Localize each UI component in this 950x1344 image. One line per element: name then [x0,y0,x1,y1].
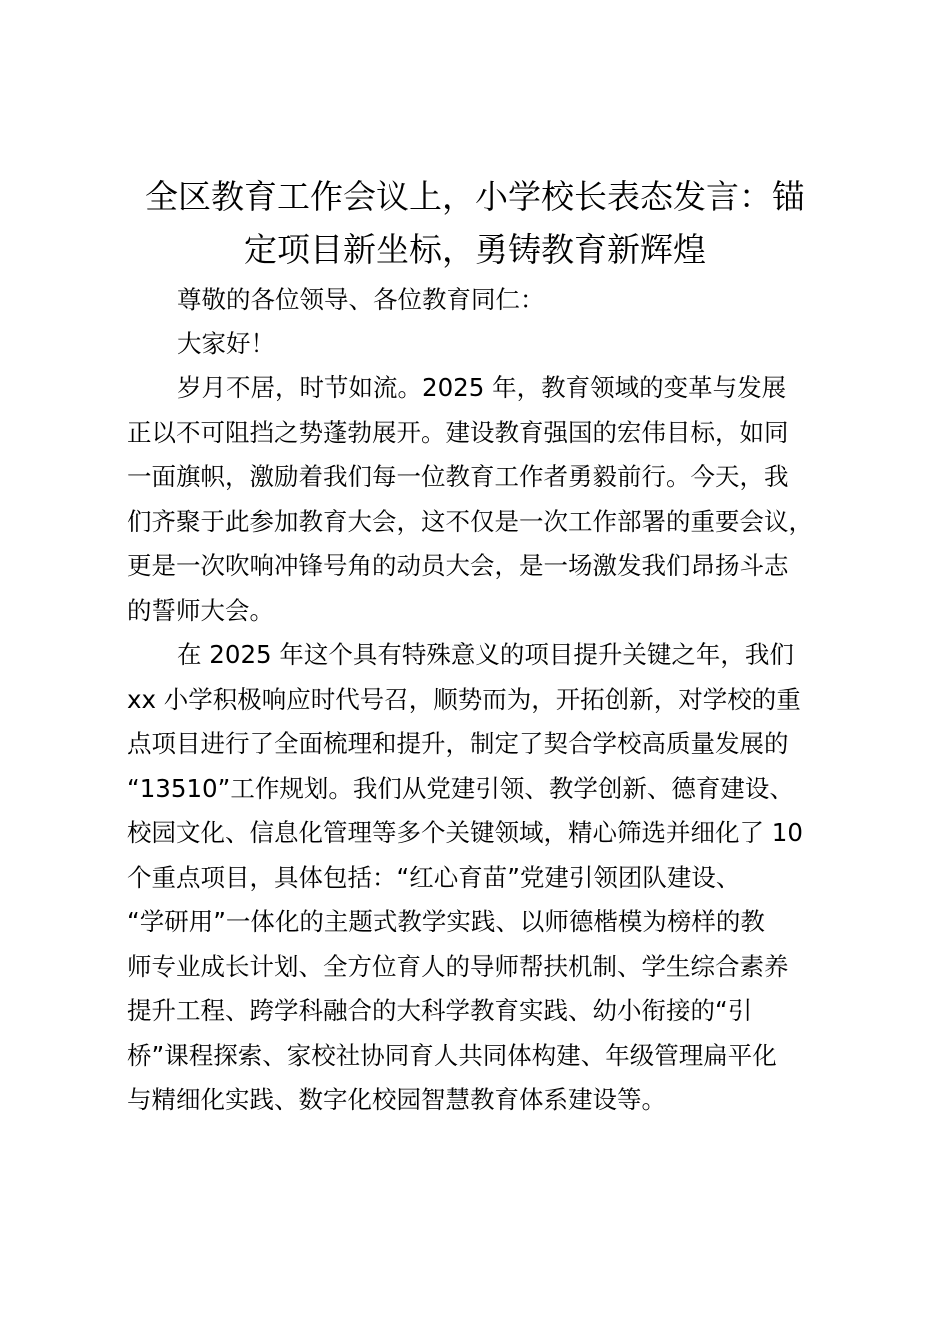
greeting-block [127,322,847,367]
document-title [118,170,832,276]
paragraph-1-line: 的誓师大会。 [127,595,274,625]
paragraph-2-line: 个重点项目，具体包括：“红心育苗”党建引领团队建设、 [127,862,741,892]
paragraph-2-line: 桥”课程探索、家校社协同育人共同体构建、年级管理扁平化 [127,1040,777,1070]
title-line-2: 定项目新坐标，勇铸教育新辉煌 [244,230,706,269]
paragraph-2-line: 提升工程、跨学科融合的大科学教育实践、幼小衔接的“引 [127,996,753,1025]
salutation-block [127,278,847,323]
paragraph-1-line: 正以不可阻挡之势蓬勃展开。建设教育强国的宏伟目标，如同 [127,417,789,447]
paragraph-1-line: 岁月不居，时节如流。2025 年，教育领域的变革与发展 [177,373,787,402]
paragraph-1-line: 们齐聚于此参加教育大会，这不仅是一次工作部署的重要会议， [127,506,813,536]
salutation: 尊敬的各位领导、各位教育同仁： [177,285,545,314]
title-line-1: 全区教育工作会议上，小学校长表态发言：锚 [145,177,805,216]
paragraph-2-line: 校园文化、信息化管理等多个关键领域，精心筛选并细化了 10 [127,818,803,847]
paragraph-2-line: “13510”工作规划。我们从党建引领、教学创新、德育建设、 [127,773,794,803]
paragraph-2-line: “学研用”一体化的主题式教学实践、以师德楷模为榜样的教 [127,907,765,936]
paragraph-2-line: xx 小学积极响应时代号召，顺势而为，开拓创新，对学校的重 [127,684,801,714]
greeting: 大家好！ [177,329,275,358]
paragraph-2 [127,633,847,1123]
paragraph-2-line: 点项目进行了全面梳理和提升，制定了契合学校高质量发展的 [127,729,789,758]
paragraph-1 [127,366,847,633]
paragraph-2-line: 在 2025 年这个具有特殊意义的项目提升关键之年，我们 [177,640,794,669]
paragraph-2-line: 与精细化实践、数字化校园智慧教育体系建设等。 [127,1085,666,1114]
paragraph-1-line: 更是一次吹响冲锋号角的动员大会，是一场激发我们昂扬斗志 [127,551,789,580]
paragraph-1-line: 一面旗帜，激励着我们每一位教育工作者勇毅前行。今天，我 [127,462,789,491]
paragraph-2-line: 师专业成长计划、全方位育人的导师帮扶机制、学生综合素养 [127,951,789,981]
